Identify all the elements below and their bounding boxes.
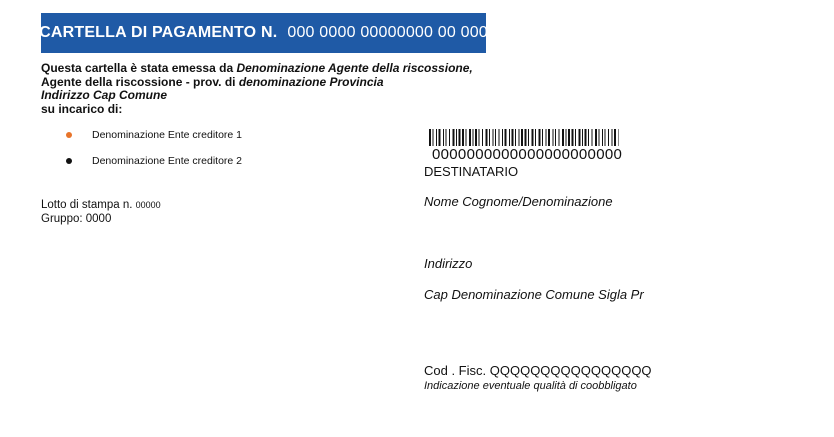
issuer-line-1 [41,62,473,76]
barcode-bar [566,129,567,146]
recipient-city: Cap Denominazione Comune Sigla Pr [424,287,644,302]
tax-code-label: Cod . Fisc. [424,363,487,378]
province-name: denominazione Provincia [238,74,384,89]
barcode-bar [542,129,543,146]
recipient-address: Indirizzo [424,256,473,271]
barcode-bar [436,129,437,146]
barcode-bar [568,129,570,146]
barcode-bar [446,129,447,146]
issuer-line-3 [41,89,473,103]
barcode-bar [462,129,464,146]
barcode-bar [582,129,583,146]
gruppo-value: 0000 [85,213,112,225]
gruppo-label: Gruppo: [41,213,83,225]
creditor-item-1 [66,129,242,141]
barcode-bar [575,129,576,146]
barcode-bar [509,129,510,146]
barcode-bar [608,129,609,146]
creditor-label: Denominazione Ente creditore 2 [92,155,243,167]
barcode-bar [489,129,490,146]
barcode-bar [614,129,616,146]
barcode-bar [535,129,536,146]
barcode-bar [532,129,534,146]
barcode-bar [619,129,620,146]
bullet-icon [66,132,72,138]
barcode-bar [505,129,507,146]
barcode-bar [466,129,467,146]
barcode-bar [502,129,503,146]
lotto-value: 00000 [135,200,161,210]
lotto-line [41,198,161,212]
barcode-bar [559,129,560,146]
issuer-line-2 [41,76,473,90]
barcode-bar [479,129,480,146]
issuer-address: Indirizzo Cap Comune [41,88,167,102]
agent-name: Denominazione Agente della riscossione, [236,61,473,75]
issuer-line-4: su incarico di: [41,101,123,116]
barcode-bar [473,129,474,146]
issuer-prefix: Questa cartella è stata emessa da [41,61,237,75]
barcode-bar [482,129,483,146]
barcode-bar [495,129,496,146]
barcode-bar [449,129,450,146]
barcode-bar [456,129,457,146]
header-number: 000 0000 00000000 00 000 [287,24,488,41]
tax-code-value: QQQQQQQQQQQQQQQQ [489,363,652,378]
barcode-bar [602,129,603,146]
barcode-bar [588,129,589,146]
creditor-label: Denominazione Ente creditore 1 [92,129,243,141]
barcode-bar [486,129,488,146]
barcode-bar [521,129,523,146]
barcode-bar [493,129,494,146]
barcode-bar [528,129,529,146]
barcode-bar [585,129,587,146]
issuer-block [41,62,473,116]
barcode-bar [439,129,441,146]
barcode-bar [433,129,434,146]
bullet-icon [66,158,72,164]
barcode-bar [475,129,477,146]
barcode-bar [555,129,556,146]
barcode-bar [525,129,527,146]
barcode-bar [579,129,581,146]
barcode-digits: 0000000000000000000000 [432,146,623,163]
barcode-bar [539,129,541,146]
lotto-label: Lotto di stampa n. [41,199,133,211]
recipient-heading: DESTINATARIO [424,164,519,179]
barcode-bar [553,129,554,146]
barcode-bar [499,129,500,146]
coobligato-note: Indicazione eventuale qualità di coobbligato [424,380,637,392]
barcode-bar [572,129,574,146]
barcode-bar [519,129,520,146]
barcode-image [429,129,619,146]
barcode-bar [595,129,597,146]
barcode-bar [459,129,461,146]
province-prefix: Agente della riscossione - prov. di [41,74,239,89]
creditor-item-2 [66,155,242,167]
barcode-bar [515,129,516,146]
header-title: CARTELLA DI PAGAMENTO N. [39,24,278,41]
barcode-bar [605,129,606,146]
print-batch [41,198,161,226]
recipient-name: Nome Cognome/Denominazione [424,194,613,209]
barcode-bar [429,129,431,146]
gruppo-line [41,212,161,226]
barcode-bar [469,129,471,146]
barcode-bar [546,129,547,146]
barcode-bar [443,129,444,146]
barcode-bar [562,129,564,146]
tax-code-line [424,363,652,378]
header-bar [41,13,486,53]
barcode-bar [453,129,455,146]
barcode-bar [548,129,550,146]
barcode-bar [612,129,613,146]
barcode-bar [592,129,593,146]
barcode-bar [599,129,600,146]
barcode-bar [512,129,514,146]
